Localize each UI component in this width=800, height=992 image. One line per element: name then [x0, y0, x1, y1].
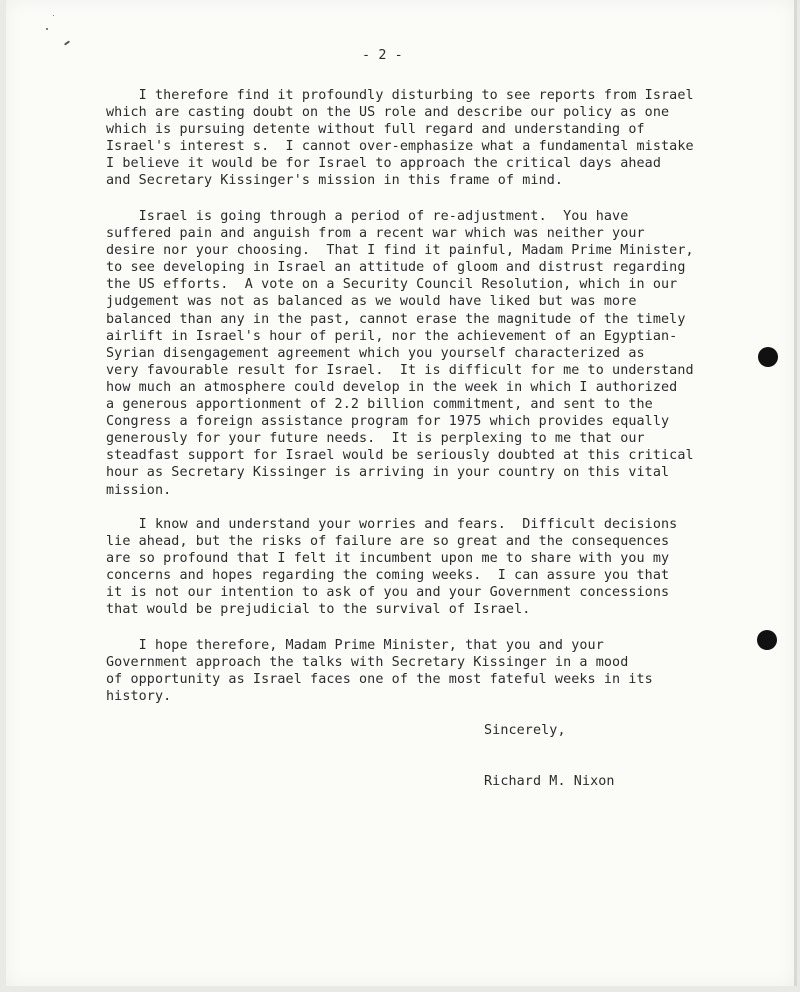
ink-speck: [53, 15, 54, 16]
paragraph-3: I know and understand your worries and fears. Difficult decisions lie ahead, but the risks of failure are so great and the consequences are so profound that I felt it incumbent upon me to share with you my concerns and hopes regarding the coming weeks. I can assure you that it is not our intention to ask of you and your Government concessions that would be prejudicial to the survival of Israel.: [106, 517, 678, 618]
document-page: [6, 0, 797, 986]
punch-hole: [757, 630, 777, 650]
page-number: - 2 -: [362, 48, 403, 63]
signature-name: Richard M. Nixon: [484, 774, 615, 789]
ink-speck: [64, 40, 70, 45]
closing-salutation: Sincerely,: [484, 723, 566, 738]
paragraph-4: I hope therefore, Madam Prime Minister, that you and your Government approach the talks with Secretary Kissinger in a mood of opportunity as Israel faces one of the most fateful weeks in its history.: [106, 638, 653, 705]
paragraph-1: I therefore find it profoundly disturbing to see reports from Israel which are casting doubt on the US role and describe our policy as one which is pursuing detente without full regard and understanding of Israel's interest s. I cannot over-emphasize what a fundamental mistake I believe it would be for Israel to approach the critical days ahead and Secretary Kissinger's mission in this frame of mind.: [106, 88, 694, 189]
punch-hole: [758, 347, 778, 367]
paragraph-2: Israel is going through a period of re-adjustment. You have suffered pain and anguish from a recent war which was neither your desire nor your choosing. That I find it painful, Madam Prime Minister, to see developing in Israel an attitude of gloom and distrust regarding the US efforts. A vote on a Security Council Resolution, which in our judgement was not as balanced as we would have liked but was more balanced than any in the past, cannot erase the magnitude of the timely airlift in Israel's hour of peril, nor the achievement of an Egyptian- Syrian disengagement agreement which you yourself characterized as very favourable result for Israel. It is difficult for me to understand how much an atmosphere could develop in the week in which I authorized a generous apportionment of 2.2 billion commitment, and sent to the Congress a foreign assistance program for 1975 which provides equally generously for your future needs. It is perplexing to me that our steadfast support for Israel would be seriously doubted at this critical hour as Secretary Kissinger is arriving in your country on this vital mission.: [106, 209, 694, 498]
ink-speck: [46, 28, 48, 30]
